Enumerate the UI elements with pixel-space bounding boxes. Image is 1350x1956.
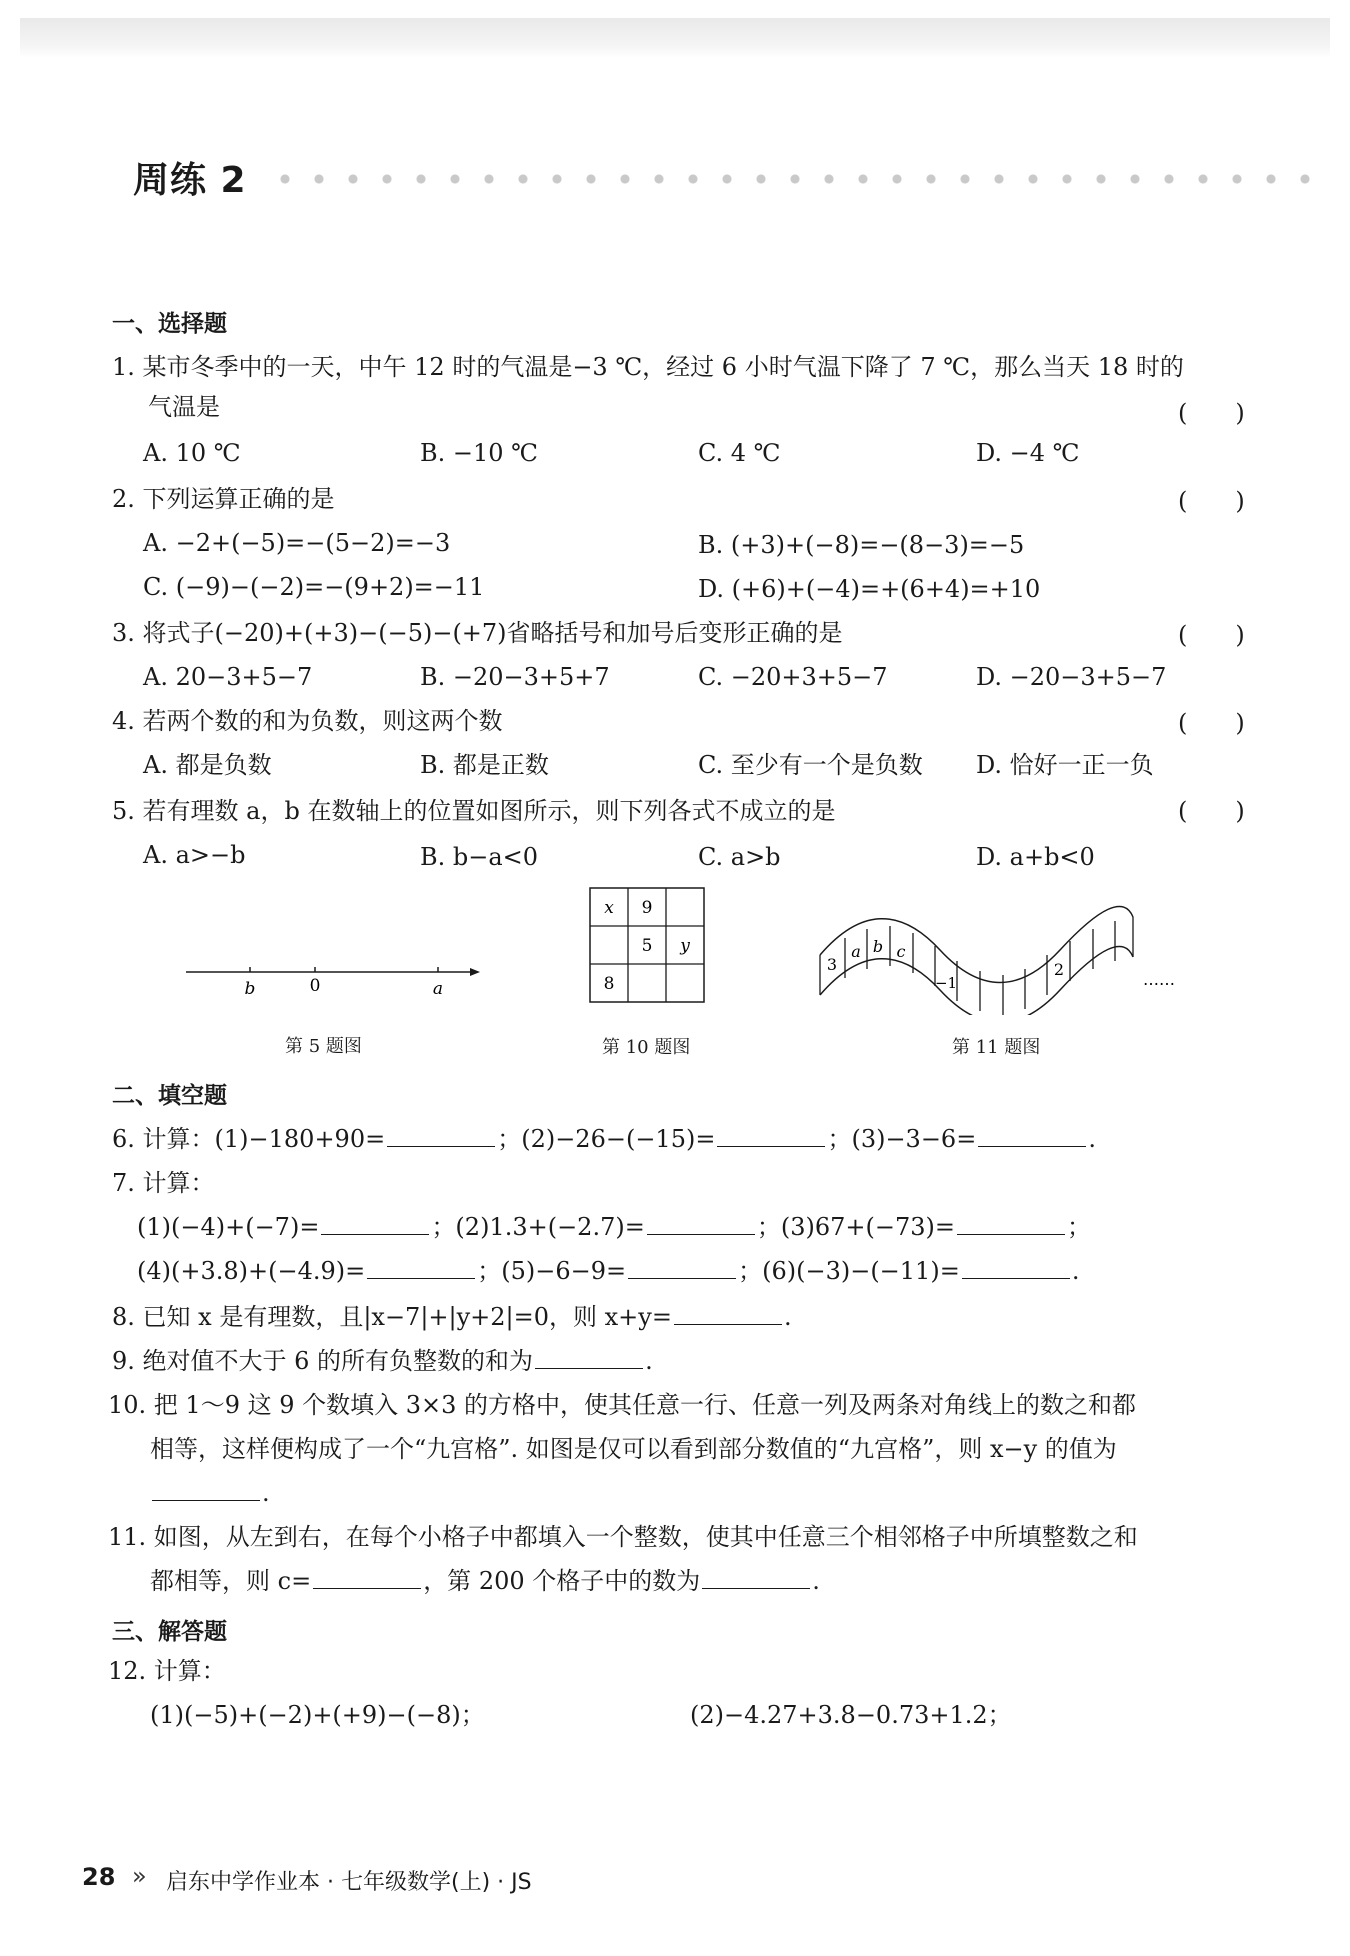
q3-stem: 3. 将式子(−20)+(+3)−(−5)−(+7)省略括号和加号后变形正确的是 [112,619,843,647]
q11-part2: ，第 200 个格子中的数为 [423,1567,701,1595]
footer-page-number: 28 [82,1863,116,1891]
footer-arrow-icon: » [132,1862,147,1890]
q1-line1: 1. 某市冬季中的一天，中午 12 时的气温是−3 ℃，经过 6 小时气温下降了 7 ℃，那么当天 18 时的 [112,353,1184,381]
q11-line2 [150,1566,820,1596]
q2-option-c: C. (−9)−(−2)=−(9+2)=−11 [143,573,485,601]
q1-option-b: B. −10 ℃ [420,439,539,467]
fig10-caption: 第 10 题图 [602,1037,691,1058]
section-answer-heading: 三、解答题 [112,1619,227,1645]
q4-option-d: D. 恰好一正一负 [976,751,1154,779]
q9-line [112,1346,653,1376]
q1-answer-paren: ( ) [1178,399,1245,427]
q5-stem: 5. 若有理数 a，b 在数轴上的位置如图所示，则下列各式不成立的是 [112,797,836,825]
fig5-label-b: b [244,979,256,999]
q3-option-a: A. 20−3+5−7 [143,663,313,691]
q6-part1: 6. 计算：(1)−180+90= [112,1125,386,1153]
fig11-label: 3 [826,955,838,974]
page-title: 周练 2 [133,160,247,201]
q7-blank6[interactable] [962,1256,1070,1279]
fig10-magic-square [588,886,708,1006]
q8-line [112,1302,792,1332]
q6-blank3[interactable] [978,1124,1086,1147]
fig11-label: c [896,942,906,961]
fig10-cell: x [604,898,614,918]
q7-blank2[interactable] [647,1212,755,1235]
q2-option-a: A. −2+(−5)=−(5−2)=−3 [143,529,451,557]
fig11-label: 2 [1053,960,1065,979]
q11-part1: 都相等，则 c= [150,1567,312,1595]
title-dot-rule [268,172,1328,186]
q3-option-d: D. −20−3+5−7 [976,663,1167,691]
q5-answer-paren: ( ) [1178,797,1245,825]
fig5-caption: 第 5 题图 [285,1036,362,1057]
q7-row2-end: . [1071,1257,1080,1285]
q7-blank3[interactable] [957,1212,1065,1235]
q1-line2: 气温是 [148,393,220,421]
q1-option-a: A. 10 ℃ [143,439,241,467]
q10-end: . [262,1479,270,1507]
fig11-caption: 第 11 题图 [952,1037,1041,1058]
fig10-cell: 8 [603,974,615,994]
section-fill-heading: 二、填空题 [112,1083,227,1109]
q7-part3: ；(3)67+(−73)= [756,1213,955,1241]
footer-book-title: 启东中学作业本 · 七年级数学(上) · JS [166,1870,532,1895]
q7-row2 [137,1256,1079,1286]
q5-option-c: C. a>b [698,843,781,871]
q6-line [112,1124,1096,1154]
q4-option-b: B. 都是正数 [420,751,549,779]
q11-end: . [812,1567,820,1595]
q7-part1: (1)(−4)+(−7)= [137,1213,320,1241]
q4-stem: 4. 若两个数的和为负数，则这两个数 [112,707,503,735]
q11-blank2[interactable] [702,1566,810,1589]
q2-option-d: D. (+6)+(−4)=+(6+4)=+10 [698,575,1041,603]
q6-blank2[interactable] [717,1124,825,1147]
q4-option-c: C. 至少有一个是负数 [698,751,923,779]
q10-line3 [150,1478,270,1508]
q7-blank5[interactable] [628,1256,736,1279]
top-scan-band [20,18,1330,58]
q2-stem: 2. 下列运算正确的是 [112,485,335,513]
q10-line2: 相等，这样便构成了一个“九宫格”. 如图是仅可以看到部分数值的“九宫格”，则 x−y 的值为 [150,1435,1117,1463]
fig11-ellipsis: …… [1143,970,1175,989]
q12-part1: (1)(−5)+(−2)+(+9)−(−8)； [150,1701,485,1729]
q7-part4: (4)(+3.8)+(−4.9)= [137,1257,366,1285]
fig11-label: a [851,942,861,961]
q9-end: . [645,1347,653,1375]
q7-part5: ；(5)−6−9= [477,1257,627,1285]
q7-blank4[interactable] [367,1256,475,1279]
q9-text: 9. 绝对值不大于 6 的所有负整数的和为 [112,1347,534,1375]
q3-option-c: C. −20+3+5−7 [698,663,888,691]
fig11-wave-strip [815,905,1235,1015]
fig5-label-0: 0 [309,976,321,996]
fig5-number-line [180,950,490,1010]
q6-blank1[interactable] [387,1124,495,1147]
q5-option-a: A. a>−b [143,841,246,869]
q9-blank[interactable] [535,1346,643,1369]
q8-end: . [783,1303,792,1331]
q7-blank1[interactable] [321,1212,429,1235]
q1-option-d: D. −4 ℃ [976,439,1080,467]
q2-answer-paren: ( ) [1178,487,1245,515]
q5-option-d: D. a+b<0 [976,843,1095,871]
fig10-cell: 5 [641,936,653,956]
q12-part2: (2)−4.27+3.8−0.73+1.2； [690,1701,1012,1729]
q12-stem: 12. 计算： [108,1657,226,1685]
q3-answer-paren: ( ) [1178,621,1245,649]
fig5-label-a: a [432,979,444,999]
q11-line1: 11. 如图，从左到右，在每个小格子中都填入一个整数，使其中任意三个相邻格子中所填整数之和 [108,1523,1138,1551]
q2-option-b: B. (+3)+(−8)=−(8−3)=−5 [698,531,1025,559]
fig10-cell: y [680,936,690,956]
section-choice-heading: 一、选择题 [112,311,227,337]
q3-option-b: B. −20−3+5+7 [420,663,610,691]
q4-option-a: A. 都是负数 [143,751,272,779]
q4-answer-paren: ( ) [1178,709,1245,737]
q6-part3: ；(3)−3−6= [827,1125,977,1153]
q10-blank[interactable] [152,1478,260,1501]
fig11-label: −1 [934,974,958,992]
q7-part6: ；(6)(−3)−(−11)= [738,1257,960,1285]
q6-end: . [1088,1125,1096,1153]
q7-part2: ；(2)1.3+(−2.7)= [431,1213,645,1241]
q10-line1: 10. 把 1～9 这 9 个数填入 3×3 的方格中，使其任意一行、任意一列及两条对角线上的数之和都 [108,1391,1137,1419]
q5-option-b: B. b−a<0 [420,843,539,871]
q11-blank1[interactable] [313,1566,421,1589]
q7-stem: 7. 计算： [112,1169,215,1197]
fig10-cell: 9 [641,898,653,918]
q6-part2: ；(2)−26−(−15)= [497,1125,716,1153]
q8-text: 8. 已知 x 是有理数，且|x−7|+|y+2|=0，则 x+y= [112,1303,672,1331]
q7-row1 [137,1212,1091,1242]
q8-blank[interactable] [674,1302,782,1325]
q7-row1-end: ； [1066,1213,1091,1241]
fig11-label: b [872,937,884,956]
q1-option-c: C. 4 ℃ [698,439,781,467]
